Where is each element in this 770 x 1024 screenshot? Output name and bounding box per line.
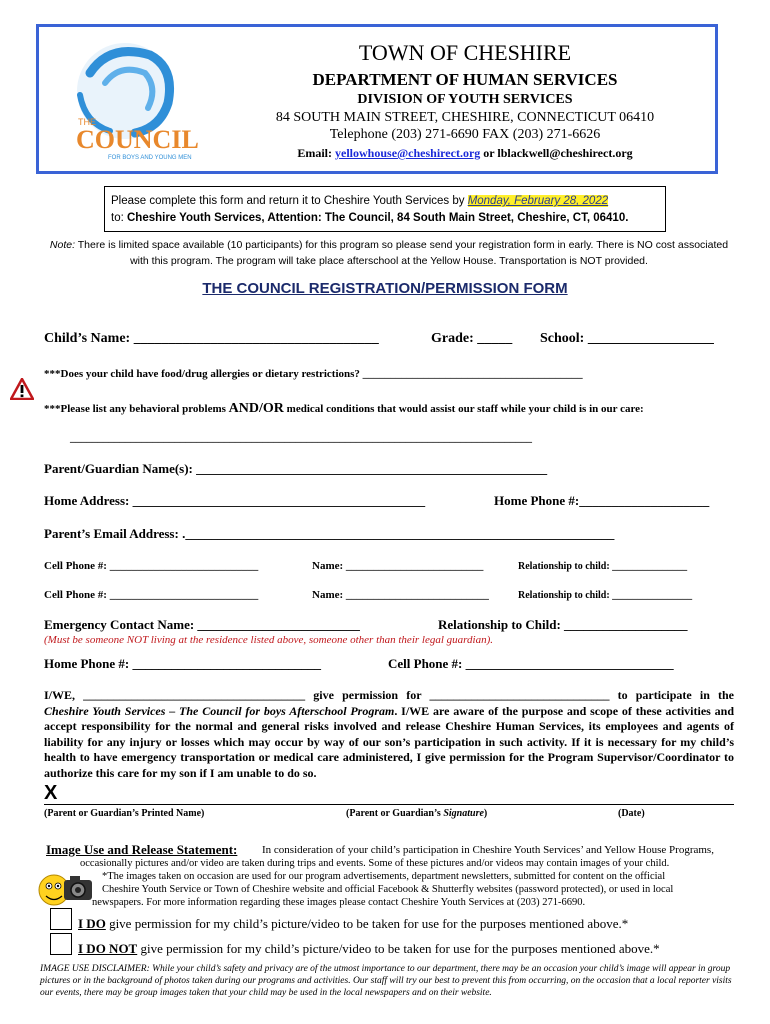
- relationship-2-field[interactable]: Relationship to child: ________________: [518, 590, 693, 601]
- header-email: [230, 146, 700, 161]
- behavioral-blank-line[interactable]: ____________________________________________________________________________________: [70, 432, 532, 444]
- signature-x-mark: X: [44, 782, 58, 804]
- i-do-label: I DO: [78, 916, 106, 931]
- warning-icon: [10, 378, 34, 405]
- signature-label-a: (Parent or Guardian’s: [346, 808, 444, 819]
- name-1-field[interactable]: Name: _________________________: [312, 560, 484, 572]
- program-name: Cheshire Youth Services – The Council for boys Afterschool Program: [44, 703, 395, 718]
- permission-part2: . I/WE are aware of the purpose and scope of these activities and accept responsibility for the normal and general risks involved and release Cheshire Human Services, its employees and agents of liability for any injury or losses which may occur by way of our son’s participation in such activity. If it is necessary for my child’s health to have emergency transportation or medical care administered, I give permission for the Program Supervisor/Coordinator to authorize this care for my son if I am unable to do so.: [44, 703, 734, 780]
- image-release-line2: occasionally pictures and/or video are taken during trips and events. Some of these pictures and/or videos may contain images of your child.: [80, 858, 670, 869]
- image-use-disclaimer: IMAGE USE DISCLAIMER: While your child’s safety and privacy are of the utmost importance to our department, there may be an occasion your child’s image will appear in group pictures or in the background of photos taken during our programs and activities. Our staff will try our best to prevent this from occurring, on the occasion that a local reporter visits our events, there may be group images taken that your child may be used in the local newspapers and on their website.: [40, 964, 732, 998]
- behavioral-label-b: medical conditions that would assist our staff while your child is in our care:: [283, 403, 644, 415]
- form-title: THE COUNCIL REGISTRATION/PERMISSION FORM: [202, 280, 568, 297]
- council-logo-icon: [50, 33, 200, 163]
- emergency-note: (Must be someone NOT living at the residence listed above, someone other than their legal guardian).: [44, 634, 493, 646]
- i-do-not-checkbox[interactable]: [50, 933, 72, 955]
- i-do-not-option: [78, 941, 660, 957]
- image-release-line1: In consideration of your child’s participation in Cheshire Youth Services’ and Yellow House Programs,: [262, 844, 714, 856]
- behavioral-label-a: ***Please list any behavioral problems: [44, 403, 229, 415]
- ec-cell-phone-field[interactable]: Cell Phone #: ________________________________: [388, 656, 674, 671]
- signature-label: [346, 808, 487, 819]
- image-release-line5: newspapers. For more information regarding these images please contact Cheshire Youth Services at (203) 271-6690.: [92, 897, 586, 908]
- image-release-line4: Cheshire Youth Service or Town of Cheshire website and official Facebook & Shutterfly websites (password protected), or used in local: [102, 884, 674, 895]
- emergency-contact-field[interactable]: Emergency Contact Name: _________________________: [44, 617, 360, 632]
- header-telephone: Telephone (203) 271-6690 FAX (203) 271-6626: [329, 127, 601, 142]
- instructions-address: Cheshire Youth Services, Attention: The Council, 84 South Main Street, Cheshire, CT, 06410.: [126, 212, 629, 224]
- instructions-to: to:: [111, 212, 127, 224]
- date-label: (Date): [618, 808, 645, 819]
- division-title: DIVISION OF YOUTH SERVICES: [357, 92, 573, 107]
- email-link[interactable]: yellowhouse@cheshirect.org: [335, 146, 481, 160]
- behavioral-field[interactable]: [44, 401, 644, 417]
- instructions-box: [104, 186, 666, 232]
- logo-the: THE: [78, 117, 96, 127]
- permission-paragraph: [44, 688, 734, 781]
- relationship-1-field[interactable]: Relationship to child: _______________: [518, 561, 688, 572]
- cell-phone-2-field[interactable]: Cell Phone #: ___________________________: [44, 589, 259, 601]
- parent-email-field[interactable]: Parent’s Email Address: .__________________________________________________________________: [44, 526, 615, 541]
- signature-label-b: Signature: [443, 808, 484, 819]
- i-do-not-label: I DO NOT: [78, 941, 138, 956]
- instructions-line1: Please complete this form and return it to Cheshire Youth Services by: [111, 195, 468, 207]
- signature-line[interactable]: [44, 804, 734, 805]
- printed-name-label: (Parent or Guardian’s Printed Name): [44, 808, 205, 819]
- permission-part1: I/WE, _____________________________________ give permission for ______________________________ to participate in the: [44, 688, 734, 702]
- deadline-date: Monday, February 28, 2022: [467, 195, 609, 207]
- logo-council: COUNCIL: [76, 125, 199, 154]
- child-name-field[interactable]: Child’s Name: ___________________________________: [44, 331, 379, 346]
- allergies-field[interactable]: ***Does your child have food/drug allergies or dietary restrictions? ________________________________________: [44, 368, 583, 380]
- image-release-heading: Image Use and Release Statement:: [46, 842, 238, 857]
- i-do-checkbox[interactable]: [50, 908, 72, 930]
- behavioral-andor: AND/OR: [228, 401, 284, 416]
- note-label: Note:: [49, 239, 76, 251]
- logo-sub: FOR BOYS AND YOUNG MEN: [108, 155, 192, 161]
- department-title: DEPARTMENT OF HUMAN SERVICES: [312, 70, 618, 89]
- ec-home-phone-field[interactable]: Home Phone #: _____________________________: [44, 656, 321, 671]
- i-do-not-text: give permission for my child’s picture/video to be taken for use for the purposes mentioned above.*: [137, 941, 660, 956]
- note-text: [44, 237, 734, 269]
- parent-name-field[interactable]: Parent/Guardian Name(s): ______________________________________________________: [44, 461, 548, 476]
- cell-phone-1-field[interactable]: Cell Phone #: ___________________________: [44, 560, 259, 572]
- header-address: 84 SOUTH MAIN STREET, CHESHIRE, CONNECTICUT 06410: [275, 110, 655, 125]
- note-body: There is limited space available (10 participants) for this program so please send your registration form in early. There is NO cost associated with this program. The program will take place afterschool at the Yellow House. Transportation is NOT provided.: [75, 239, 729, 267]
- town-title: TOWN OF CHESHIRE: [358, 40, 572, 65]
- email-prefix: Email:: [297, 146, 336, 160]
- grade-field[interactable]: Grade: _____: [431, 331, 513, 346]
- name-2-field[interactable]: Name: __________________________: [312, 589, 489, 601]
- school-field[interactable]: School: __________________: [540, 331, 714, 346]
- home-phone-field[interactable]: Home Phone #:____________________: [494, 493, 710, 508]
- home-address-field[interactable]: Home Address: _____________________________________________: [44, 493, 426, 508]
- i-do-option: [78, 916, 628, 932]
- signature-label-c: ): [483, 808, 488, 819]
- email-alt: or lblackwell@cheshirect.org: [480, 146, 633, 160]
- i-do-text: give permission for my child’s picture/video to be taken for use for the purposes mentioned above.*: [105, 916, 629, 931]
- image-release-line3: *The images taken on occasion are used for our program advertisements, department newsletters, submitted for content on the official: [102, 871, 666, 882]
- emergency-relationship-field[interactable]: Relationship to Child: ___________________: [438, 617, 688, 632]
